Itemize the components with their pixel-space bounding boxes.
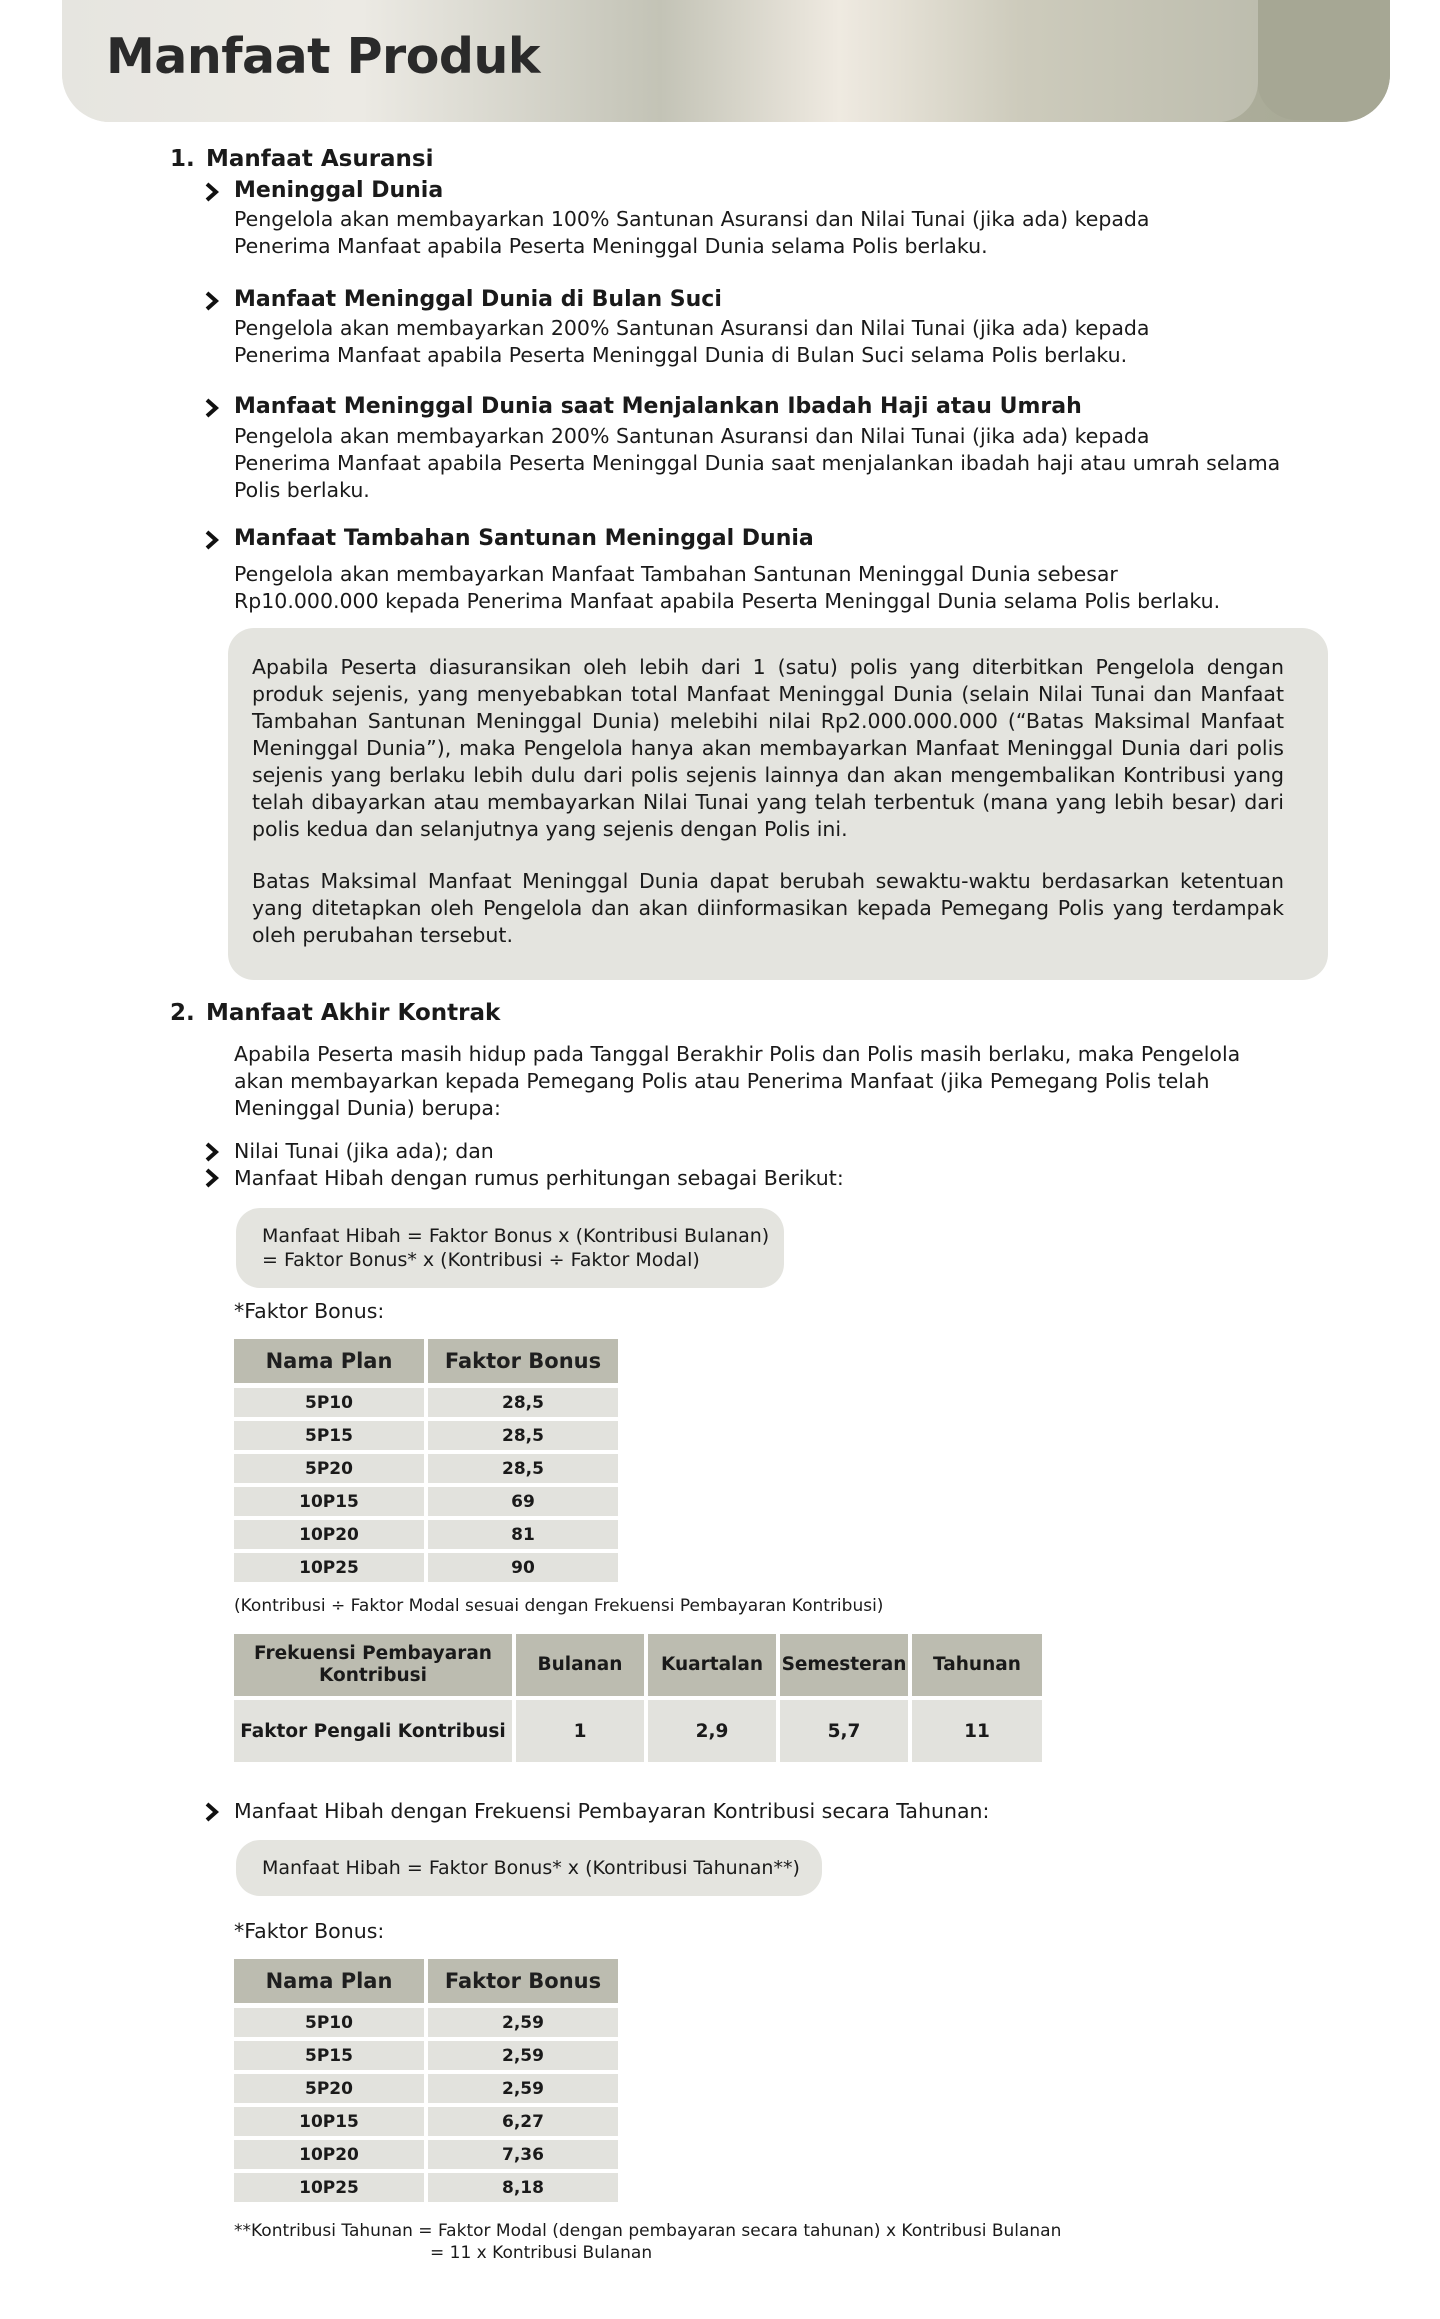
chevron-right-icon bbox=[205, 1142, 219, 1162]
freq-row-label: Faktor Pengali Kontribusi bbox=[234, 1700, 512, 1762]
formula-2-text: Manfaat Hibah = Faktor Bonus* x (Kontribusi Tahunan**) bbox=[262, 1857, 800, 1879]
table-2-cell-plan: 5P10 bbox=[234, 2008, 424, 2037]
page-title: Manfaat Produk bbox=[106, 28, 540, 85]
bullet-hibah-tahunan: Manfaat Hibah dengan Frekuensi Pembayaran Kontribusi secara Tahunan: bbox=[234, 1799, 990, 1823]
section-2-intro-line-2: akan membayarkan kepada Pemegang Polis atau Penerima Manfaat (jika Pemegang Polis telah bbox=[234, 1069, 1210, 1093]
section-2-intro-line-1: Apabila Peserta masih hidup pada Tanggal Berakhir Polis dan Polis masih berlaku, maka Pengelola bbox=[234, 1042, 1241, 1066]
item-meninggal-dunia-title: Meninggal Dunia bbox=[234, 178, 444, 203]
table-2-cell-plan: 10P15 bbox=[234, 2107, 424, 2136]
bullet-manfaat-hibah: Manfaat Hibah dengan rumus perhitungan sebagai Berikut: bbox=[234, 1166, 844, 1190]
item-tambahan-santunan-title: Manfaat Tambahan Santunan Meninggal Dunia bbox=[234, 526, 814, 551]
faktor-bonus-label-1: *Faktor Bonus: bbox=[234, 1299, 385, 1323]
header-tab-shape bbox=[1257, 0, 1390, 120]
table-1-cell-plan: 5P10 bbox=[234, 1388, 424, 1417]
section-2-title: Manfaat Akhir Kontrak bbox=[206, 1000, 501, 1026]
table-1-cell-bonus: 90 bbox=[428, 1553, 618, 1582]
freq-value-tahunan: 11 bbox=[912, 1700, 1042, 1762]
faktor-bonus-label-2: *Faktor Bonus: bbox=[234, 1919, 385, 1943]
item-haji-umrah-title: Manfaat Meninggal Dunia saat Menjalankan Ibadah Haji atau Umrah bbox=[234, 394, 1082, 419]
table-1-cell-bonus: 28,5 bbox=[428, 1454, 618, 1483]
footnote-line-2: = 11 x Kontribusi Bulanan bbox=[430, 2243, 653, 2263]
table-2-cell-bonus: 2,59 bbox=[428, 2074, 618, 2103]
chevron-right-icon bbox=[205, 1802, 219, 1822]
item-bulan-suci-title: Manfaat Meninggal Dunia di Bulan Suci bbox=[234, 287, 722, 312]
table-1-cell-plan: 10P20 bbox=[234, 1520, 424, 1549]
table-1-cell-bonus: 81 bbox=[428, 1520, 618, 1549]
formula-1-line-2: = Faktor Bonus* x (Kontribusi ÷ Faktor Modal) bbox=[262, 1249, 700, 1271]
freq-header-frekuensi: Frekuensi Pembayaran Kontribusi bbox=[234, 1634, 512, 1696]
section-2-intro-line-3: Meninggal Dunia) berupa: bbox=[234, 1096, 501, 1120]
item-bulan-suci-line-1: Pengelola akan membayarkan 200% Santunan Asuransi dan Nilai Tunai (jika ada) kepada bbox=[234, 316, 1150, 340]
formula-1-line-1: Manfaat Hibah = Faktor Bonus x (Kontribusi Bulanan) bbox=[262, 1225, 770, 1247]
note-paragraph-2: Batas Maksimal Manfaat Meninggal Dunia dapat berubah sewaktu-waktu berdasarkan ketentuan yang ditetapkan oleh Pengelola dan akan diinformasikan kepada Pemegang Polis yang terdampak oleh perubahan tersebut. bbox=[252, 869, 1284, 947]
item-tambahan-santunan-line-2: Rp10.000.000 kepada Penerima Manfaat apabila Peserta Meninggal Dunia selama Polis berlaku. bbox=[234, 589, 1221, 613]
table-2-cell-bonus: 2,59 bbox=[428, 2008, 618, 2037]
table-2-cell-plan: 5P15 bbox=[234, 2041, 424, 2070]
item-bulan-suci-line-2: Penerima Manfaat apabila Peserta Meninggal Dunia di Bulan Suci selama Polis berlaku. bbox=[234, 343, 1128, 367]
freq-header-bulanan: Bulanan bbox=[516, 1634, 644, 1696]
table-1-cell-plan: 10P15 bbox=[234, 1487, 424, 1516]
item-haji-umrah-line-3: Polis berlaku. bbox=[234, 478, 370, 502]
table-2-header-nama-plan: Nama Plan bbox=[234, 1959, 424, 2003]
table-1-cell-bonus: 28,5 bbox=[428, 1388, 618, 1417]
freq-header-semesteran: Semesteran bbox=[780, 1634, 908, 1696]
freq-header-kuartalan: Kuartalan bbox=[648, 1634, 776, 1696]
table-2-cell-bonus: 7,36 bbox=[428, 2140, 618, 2169]
bullet-nilai-tunai: Nilai Tunai (jika ada); dan bbox=[234, 1139, 494, 1163]
section-1-title: Manfaat Asuransi bbox=[206, 146, 434, 172]
table-2-header-faktor-bonus: Faktor Bonus bbox=[428, 1959, 618, 2003]
freq-value-semesteran: 5,7 bbox=[780, 1700, 908, 1762]
table-1-note: (Kontribusi ÷ Faktor Modal sesuai dengan Frekuensi Pembayaran Kontribusi) bbox=[234, 1596, 884, 1616]
chevron-right-icon bbox=[205, 291, 219, 311]
table-2-cell-plan: 10P20 bbox=[234, 2140, 424, 2169]
freq-header-tahunan: Tahunan bbox=[912, 1634, 1042, 1696]
table-1-cell-plan: 5P15 bbox=[234, 1421, 424, 1450]
table-2-cell-plan: 5P20 bbox=[234, 2074, 424, 2103]
note-paragraph-1: Apabila Peserta diasuransikan oleh lebih dari 1 (satu) polis yang diterbitkan Pengelola dengan produk sejenis, yang menyebabkan total Manfaat Meninggal Dunia (selain Nilai Tunai dan Manfaat Tambahan Santunan Meninggal Dunia) melebihi nilai Rp2.000.000.000 (“Batas Maksimal Manfaat Meninggal Dunia”), maka Pengelola hanya akan membayarkan Manfaat Meninggal Dunia dari polis sejenis yang berlaku lebih dulu dari polis sejenis lainnya dan akan mengembalikan Kontribusi yang telah dibayarkan atau membayarkan Nilai Tunai yang telah terbentuk (mana yang lebih besar) dari polis kedua dan selanjutnya yang sejenis dengan Polis ini. bbox=[252, 655, 1284, 841]
table-1-cell-plan: 10P25 bbox=[234, 1553, 424, 1582]
freq-value-bulanan: 1 bbox=[516, 1700, 644, 1762]
table-1-header-faktor-bonus: Faktor Bonus bbox=[428, 1339, 618, 1383]
item-haji-umrah-line-1: Pengelola akan membayarkan 200% Santunan Asuransi dan Nilai Tunai (jika ada) kepada bbox=[234, 424, 1150, 448]
item-tambahan-santunan-line-1: Pengelola akan membayarkan Manfaat Tambahan Santunan Meninggal Dunia sebesar bbox=[234, 562, 1118, 586]
freq-value-kuartalan: 2,9 bbox=[648, 1700, 776, 1762]
table-1-header-nama-plan: Nama Plan bbox=[234, 1339, 424, 1383]
table-2-cell-bonus: 6,27 bbox=[428, 2107, 618, 2136]
table-2-cell-bonus: 8,18 bbox=[428, 2173, 618, 2202]
table-2-cell-plan: 10P25 bbox=[234, 2173, 424, 2202]
table-1-cell-bonus: 28,5 bbox=[428, 1421, 618, 1450]
table-1-cell-bonus: 69 bbox=[428, 1487, 618, 1516]
section-1-number: 1. bbox=[170, 146, 195, 172]
item-haji-umrah-line-2: Penerima Manfaat apabila Peserta Meninggal Dunia saat menjalankan ibadah haji atau umrah selama bbox=[234, 451, 1281, 475]
chevron-right-icon bbox=[205, 1168, 219, 1188]
table-1-cell-plan: 5P20 bbox=[234, 1454, 424, 1483]
section-2-number: 2. bbox=[170, 1000, 195, 1026]
footnote-line-1: **Kontribusi Tahunan = Faktor Modal (dengan pembayaran secara tahunan) x Kontribusi Bulanan bbox=[234, 2221, 1062, 2241]
item-meninggal-dunia-line-1: Pengelola akan membayarkan 100% Santunan Asuransi dan Nilai Tunai (jika ada) kepada bbox=[234, 207, 1150, 231]
item-meninggal-dunia-line-2: Penerima Manfaat apabila Peserta Meninggal Dunia selama Polis berlaku. bbox=[234, 234, 988, 258]
chevron-right-icon bbox=[205, 182, 219, 202]
chevron-right-icon bbox=[205, 530, 219, 550]
table-2-cell-bonus: 2,59 bbox=[428, 2041, 618, 2070]
chevron-right-icon bbox=[205, 398, 219, 418]
